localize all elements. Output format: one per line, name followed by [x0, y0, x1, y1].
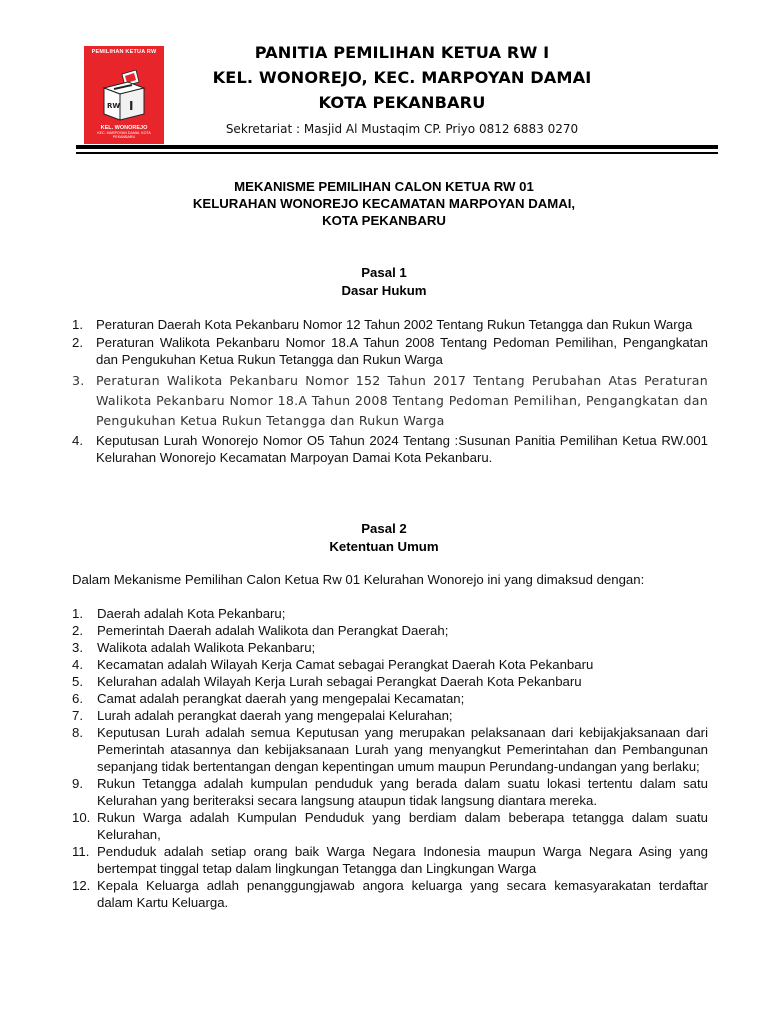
org-line-1: PANITIA PEMILIHAN KETUA RW I	[254, 43, 550, 62]
list-item	[72, 605, 708, 622]
list-item	[72, 371, 708, 431]
pasal-2-title: Ketentuan Umum	[329, 539, 439, 554]
secretariat-contact: Sekretariat : Masjid Al Mustaqim CP. Priyo 0812 6883 0270	[225, 122, 579, 136]
pasal-2-heading	[60, 520, 708, 556]
doc-title-line-1: MEKANISME PEMILIHAN CALON KETUA RW 01	[234, 179, 534, 194]
pasal-1-title: Dasar Hukum	[341, 283, 427, 298]
list-number: 4.	[72, 657, 83, 672]
list-item	[72, 809, 708, 843]
list-item	[72, 877, 708, 911]
list-item	[72, 690, 708, 707]
list-number: 2.	[72, 335, 83, 350]
pasal-1-number: Pasal 1	[361, 265, 407, 280]
logo-bottom-text: KEL. WONOREJO	[100, 125, 148, 131]
list-number: 3.	[72, 640, 83, 655]
list-text: Rukun Tetangga adalah kumpulan penduduk yang berada dalam suatu lokasi tertentu dalam satu Kelurahan yang beriteraksi secara langsung ataupun tidak langsung diantara mereka.	[97, 776, 708, 808]
list-text: Penduduk adalah setiap orang baik Warga Negara Indonesia maupun Warga Negara Asing yang bertempat tinggal tetap dalam lingkungan Tetangga dan Lingkungan Warga	[97, 844, 708, 876]
org-line-3: KOTA PEKANBARU	[318, 93, 486, 112]
list-item	[72, 775, 708, 809]
letterhead	[0, 0, 768, 160]
list-text: Walikota adalah Walikota Pekanbaru;	[97, 640, 316, 655]
list-number: 8.	[72, 725, 83, 740]
list-text: Pemerintah Daerah adalah Walikota dan Perangkat Daerah;	[97, 623, 449, 638]
org-line-2: KEL. WONOREJO, KEC. MARPOYAN DAMAI	[212, 68, 592, 87]
logo-bottom-subtext: KEC. MARPOYAN DAMAI, KOTA PEKANBARU	[97, 130, 151, 139]
header-divider-thin	[76, 152, 718, 154]
list-text: Daerah adalah Kota Pekanbaru;	[97, 606, 286, 621]
ballot-box-icon	[98, 68, 150, 124]
list-item	[72, 724, 708, 775]
list-text: Kepala Keluarga adlah penanggungjawab angora keluarga yang secara kemasyarakatan terdaftar dalam Kartu Keluarga.	[97, 878, 708, 910]
list-number: 4.	[72, 433, 83, 448]
list-text: Rukun Warga adalah Kumpulan Penduduk yang berdiam dalam beberapa tetangga dalam suatu Kelurahan,	[97, 810, 708, 842]
list-text: Peraturan Daerah Kota Pekanbaru Nomor 12 Tahun 2002 Tentang Rukun Tetangga dan Rukun Warga	[96, 317, 693, 332]
pasal-2-list	[72, 605, 708, 911]
list-number: 2.	[72, 623, 83, 638]
list-item	[72, 707, 708, 724]
logo-box-rw: RW	[107, 102, 121, 110]
list-number: 9.	[72, 776, 83, 791]
list-number: 10.	[72, 810, 91, 825]
list-text: Camat adalah perangkat daerah yang mengepalai Kecamatan;	[97, 691, 465, 706]
pasal-1-heading	[60, 264, 708, 300]
list-text: Peraturan Walikota Pekanbaru Nomor 152 Tahun 2017 Tentang Perubahan Atas Peraturan Walikota Pekanbaru Nomor 18.A Tahun 2008 Tentang Pedoman Pemilihan, Pengangkatan dan Pengukuhan Ketua Rukun Tetangga dan Rukun Warga	[96, 373, 708, 428]
doc-title-line-2: KELURAHAN WONOREJO KECAMATAN MARPOYAN DAMAI,	[192, 196, 576, 211]
list-number: 7.	[72, 708, 83, 723]
list-text: Peraturan Walikota Pekanbaru Nomor 18.A Tahun 2008 Tentang Pedoman Pemilihan, Pengangkatan dan Pengukuhan Ketua Rukun Tetangga dan Rukun Warga	[96, 335, 708, 367]
list-text: Keputusan Lurah Wonorejo Nomor O5 Tahun 2024 Tentang :Susunan Panitia Pemilihan Ketua RW.001 Kelurahan Wonorejo Kecamatan Marpoyan Damai Kota Pekanbaru.	[96, 433, 708, 465]
list-item	[72, 673, 708, 690]
doc-title-line-3: KOTA PEKANBARU	[322, 213, 446, 228]
organization-header	[172, 40, 632, 139]
pasal-2-number: Pasal 2	[361, 521, 407, 536]
list-number: 11.	[72, 844, 90, 859]
list-number: 12.	[72, 878, 91, 893]
list-text: Kecamatan adalah Wilayah Kerja Camat sebagai Perangkat Daerah Kota Pekanbaru	[97, 657, 594, 672]
pasal-1-list	[72, 316, 708, 466]
rw-logo	[84, 46, 164, 144]
list-item	[72, 334, 708, 368]
pasal-2-intro: Dalam Mekanisme Pemilihan Calon Ketua Rw 01 Kelurahan Wonorejo ini yang dimaksud dengan:	[72, 572, 645, 587]
list-text: Keputusan Lurah adalah semua Keputusan yang merupakan pelaksanaan dari kebijakjaksanaan dari Pemerintah atasannya dan kebijaksanaan Lurah yang menyangkut Pemerintahan dan Pembangunan sepanjang tidak bertentangan dengan kepentingan umum maupun Perundang-undangan yang berlaku;	[97, 725, 708, 774]
list-number: 5.	[72, 674, 83, 689]
document-title	[60, 178, 708, 229]
logo-top-text: PEMILIHAN KETUA RW	[91, 49, 157, 55]
list-number: 3.	[72, 373, 85, 388]
list-text: Lurah adalah perangkat daerah yang mengepalai Kelurahan;	[97, 708, 453, 723]
list-item	[72, 622, 708, 639]
logo-bottom	[86, 126, 162, 139]
list-number: 1.	[72, 317, 83, 332]
list-text: Kelurahan adalah Wilayah Kerja Lurah sebagai Perangkat Daerah Kota Pekanbaru	[97, 674, 582, 689]
list-number: 6.	[72, 691, 83, 706]
list-number: 1.	[72, 606, 83, 621]
list-item	[72, 432, 708, 466]
list-item	[72, 639, 708, 656]
header-divider-thick	[76, 145, 718, 149]
logo-box-i: I	[129, 99, 134, 113]
list-item	[72, 316, 708, 333]
list-item	[72, 843, 708, 877]
list-item	[72, 656, 708, 673]
